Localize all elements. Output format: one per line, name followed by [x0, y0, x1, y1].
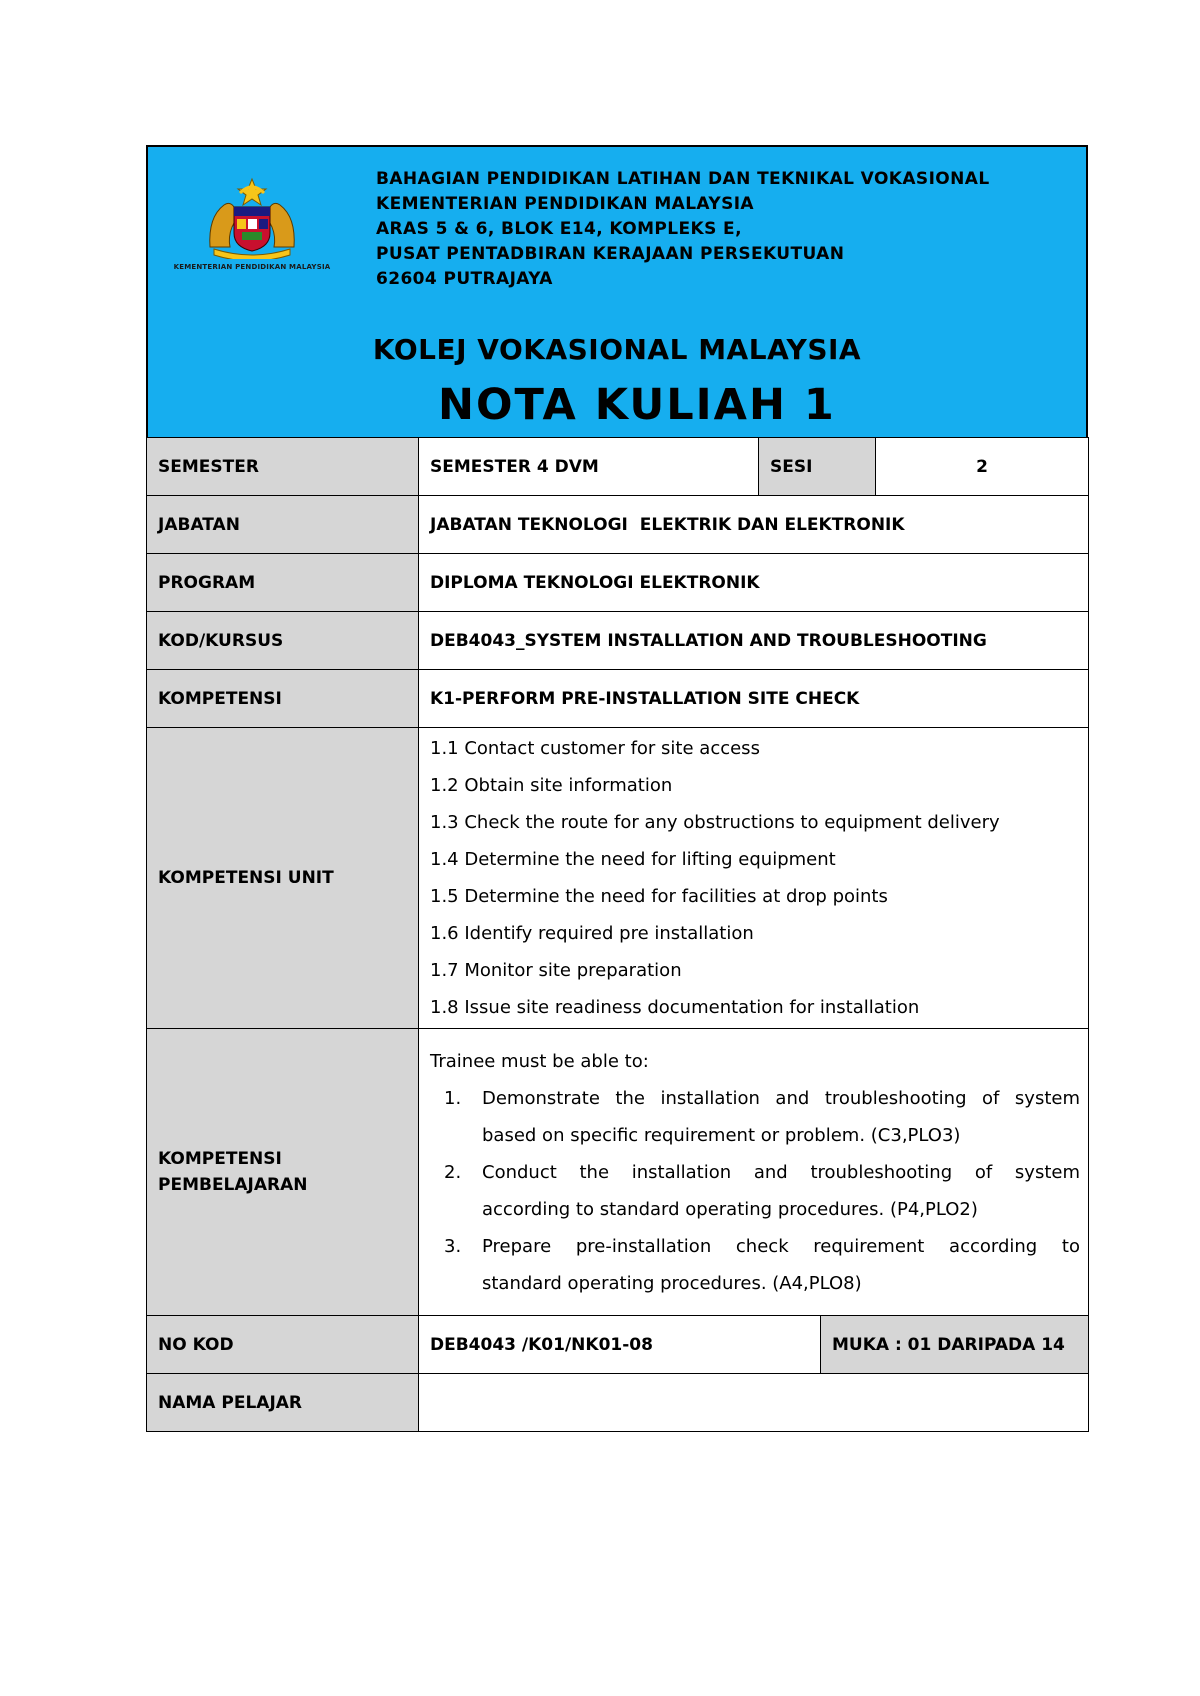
- kompetensi-unit-label: KOMPETENSI UNIT: [147, 728, 419, 1029]
- list-item: [434, 1228, 1080, 1302]
- kod-kursus-value: DEB4043_SYSTEM INSTALLATION AND TROUBLESHOOTING: [419, 612, 1089, 670]
- list-item: 1.7 Monitor site preparation: [430, 960, 682, 981]
- nama-pelajar-field[interactable]: [419, 1374, 1089, 1432]
- program-row: [147, 554, 1089, 612]
- no-kod-row: [147, 1316, 1089, 1374]
- list-item: 1.4 Determine the need for lifting equipment: [430, 849, 836, 870]
- jabatan-value: JABATAN TEKNOLOGI ELEKTRIK DAN ELEKTRONIK: [419, 496, 1089, 554]
- course-info-table: [146, 437, 1089, 1432]
- address-line: KEMENTERIAN PENDIDIKAN MALAYSIA: [376, 194, 754, 214]
- header-banner: [146, 145, 1088, 437]
- list-item: [434, 1154, 1080, 1228]
- program-value: DIPLOMA TEKNOLOGI ELEKTRONIK: [419, 554, 1089, 612]
- label-line: KOMPETENSI: [158, 1149, 282, 1169]
- item-text: based on specific requirement or problem. (C3,PLO3): [482, 1124, 961, 1146]
- no-kod-value: DEB4043 /K01/NK01-08: [419, 1316, 821, 1374]
- list-item: 1.5 Determine the need for facilities at drop points: [430, 886, 888, 907]
- ministry-logo: [154, 177, 350, 271]
- item-text: according to standard operating procedures. (P4,PLO2): [482, 1198, 978, 1220]
- address-line: PUSAT PENTADBIRAN KERAJAAN PERSEKUTUAN: [376, 244, 845, 264]
- outcomes-intro: Trainee must be able to:: [430, 1050, 649, 1072]
- kompetensi-unit-row: [147, 728, 1089, 1029]
- list-item: 1.3 Check the route for any obstructions to equipment delivery: [430, 812, 1000, 833]
- kod-kursus-row: [147, 612, 1089, 670]
- kompetensi-pembelajaran-row: [147, 1029, 1089, 1316]
- address-line: BAHAGIAN PENDIDIKAN LATIHAN DAN TEKNIKAL VOKASIONAL: [376, 169, 990, 189]
- lecture-note-cover: [146, 145, 1088, 1432]
- item-text: standard operating procedures. (A4,PLO8): [482, 1272, 862, 1294]
- learning-outcomes: [419, 1029, 1089, 1316]
- list-item: 1.6 Identify required pre installation: [430, 923, 754, 944]
- address-line: 62604 PUTRAJAYA: [376, 269, 553, 289]
- semester-value: SEMESTER 4 DVM: [419, 438, 759, 496]
- list-item: 1.2 Obtain site information: [430, 775, 673, 796]
- item-number: 2.: [444, 1161, 462, 1183]
- kompetensi-unit-list: [419, 728, 1089, 1029]
- label-line: PEMBELAJARAN: [158, 1175, 308, 1195]
- kompetensi-pembelajaran-label: [147, 1029, 419, 1316]
- kompetensi-label: KOMPETENSI: [147, 670, 419, 728]
- sesi-value: 2: [876, 438, 1089, 496]
- muka-page-count: MUKA : 01 DARIPADA 14: [821, 1316, 1089, 1374]
- item-text: Conduct the installation and troubleshooting of system: [482, 1161, 1080, 1183]
- list-item: 1.1 Contact customer for site access: [430, 738, 760, 759]
- list-item: [434, 1080, 1080, 1154]
- kompetensi-value: K1-PERFORM PRE-INSTALLATION SITE CHECK: [419, 670, 1089, 728]
- item-text: Prepare pre-installation check requirement according to: [482, 1235, 1080, 1257]
- kompetensi-row: [147, 670, 1089, 728]
- list-item: 1.8 Issue site readiness documentation for installation: [430, 997, 920, 1018]
- logo-caption: KEMENTERIAN PENDIDIKAN MALAYSIA: [173, 263, 331, 271]
- semester-label: SEMESTER: [147, 438, 419, 496]
- college-name: KOLEJ VOKASIONAL MALAYSIA: [372, 333, 862, 366]
- item-number: 3.: [444, 1235, 462, 1257]
- kod-kursus-label: KOD/KURSUS: [147, 612, 419, 670]
- item-text: Demonstrate the installation and troubleshooting of system: [482, 1087, 1080, 1109]
- no-kod-label: NO KOD: [147, 1316, 419, 1374]
- item-number: 1.: [444, 1087, 462, 1109]
- semester-row: [147, 438, 1089, 496]
- sesi-label: SESI: [759, 438, 876, 496]
- coat-of-arms-icon: [204, 177, 300, 259]
- jabatan-row: [147, 496, 1089, 554]
- nama-pelajar-label: NAMA PELAJAR: [147, 1374, 419, 1432]
- jabatan-label: JABATAN: [147, 496, 419, 554]
- document-title: NOTA KULIAH 1: [438, 380, 836, 430]
- nama-pelajar-row: [147, 1374, 1089, 1432]
- address-block: [376, 167, 990, 292]
- program-label: PROGRAM: [147, 554, 419, 612]
- address-line: ARAS 5 & 6, BLOK E14, KOMPLEKS E,: [376, 219, 742, 239]
